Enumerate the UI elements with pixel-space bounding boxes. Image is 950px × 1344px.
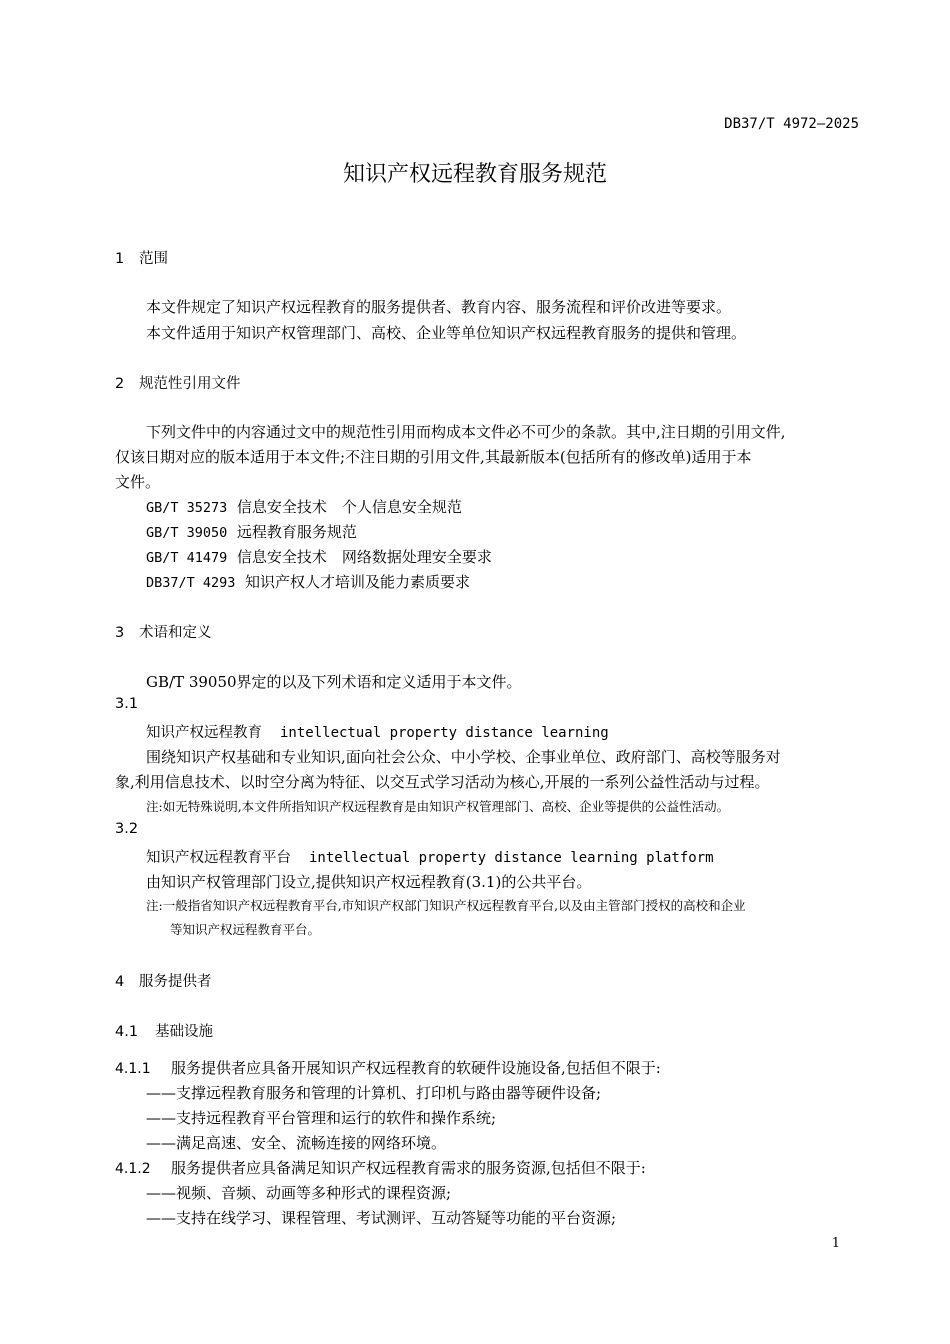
standard-number: DB37/T 4972—2025: [724, 116, 859, 132]
section-title: 规范性引用文件: [139, 376, 241, 392]
list-item: ——满足高速、安全、流畅连接的网络环境。: [146, 1134, 447, 1152]
list-item: ——支持在线学习、课程管理、考试测评、互动答疑等功能的平台资源;: [146, 1209, 617, 1227]
definition-line: 围绕知识产权基础和专业知识,面向社会公众、中小学校、企事业单位、政府部门、高校等服务对: [146, 748, 781, 766]
clause: [115, 1157, 646, 1178]
note: 注:一般指省知识产权远程教育平台,市知识产权部门知识产权远程教育平台,以及由主管部门授权的高校和企业: [146, 898, 746, 913]
reference-code: GB/T 35273: [146, 500, 228, 516]
clause-text: 服务提供者应具备开展知识产权远程教育的软硬件设施设备,包括但不限于:: [171, 1059, 661, 1077]
document-title: 知识产权远程教育服务规范: [342, 162, 607, 187]
page-number: 1: [831, 1236, 840, 1251]
reference-code: DB37/T 4293: [146, 575, 236, 591]
section-number: 1: [115, 251, 125, 267]
definition-line: 象,利用信息技术、以时空分离为特征、以交互式学习活动为核心,开展的一系列公益性活动与过程。: [115, 773, 770, 791]
reference-title: 信息安全技术 网络数据处理安全要求: [236, 548, 492, 566]
reference-item: [146, 496, 462, 517]
paragraph-line: 仅该日期对应的版本适用于本文件;不注日期的引用文件,其最新版本(包括所有的修改单)适用于本: [115, 448, 752, 466]
note: 注:如无特殊说明,本文件所指知识产权远程教育是由知识产权管理部门、高校、企业等提供的公益性活动。: [146, 799, 730, 814]
section-number: 3: [115, 625, 125, 641]
reference-item: [146, 546, 492, 567]
paragraph: 本文件适用于知识产权管理部门、高校、企业等单位知识产权远程教育服务的提供和管理。: [146, 324, 747, 342]
section-4-heading: [115, 970, 212, 991]
term-zh: 知识产权远程教育: [146, 725, 262, 741]
term-number: 3.1: [115, 696, 139, 712]
section-title: 术语和定义: [139, 625, 212, 641]
section-1-heading: [115, 247, 168, 268]
paragraph-line: 下列文件中的内容通过文中的规范性引用而构成本文件必不可少的条款。其中,注日期的引用文件,: [146, 423, 786, 441]
section-2-heading: [115, 372, 241, 393]
subsection-number: 4.1: [115, 1024, 139, 1040]
term-en: intellectual property distance learning platform: [309, 850, 714, 866]
section-title: 范围: [139, 251, 168, 267]
paragraph: GB/T 39050界定的以及下列术语和定义适用于本文件。: [146, 673, 522, 691]
term-entry: [146, 846, 714, 867]
reference-item: [146, 571, 470, 592]
list-item: ——视频、音频、动画等多种形式的课程资源;: [146, 1184, 452, 1202]
term-number: 3.2: [115, 821, 139, 837]
clause-number: 4.1.1: [115, 1061, 151, 1077]
paragraph: 本文件规定了知识产权远程教育的服务提供者、教育内容、服务流程和评价改进等要求。: [146, 298, 732, 316]
term-entry: [146, 721, 609, 742]
section-title: 服务提供者: [139, 974, 212, 990]
section-number: 2: [115, 376, 125, 392]
note: 等知识产权远程教育平台。: [170, 922, 321, 937]
section-number: 4: [115, 974, 125, 990]
reference-code: GB/T 41479: [146, 550, 228, 566]
reference-title: 知识产权人才培训及能力素质要求: [244, 573, 470, 591]
definition-line: 由知识产权管理部门设立,提供知识产权远程教育(3.1)的公共平台。: [146, 873, 592, 891]
reference-title: 信息安全技术 个人信息安全规范: [236, 498, 462, 516]
reference-item: [146, 521, 357, 542]
clause-text: 服务提供者应具备满足知识产权远程教育需求的服务资源,包括但不限于:: [171, 1159, 646, 1177]
paragraph-line: 文件。: [115, 473, 161, 491]
clause-number: 4.1.2: [115, 1161, 151, 1177]
reference-code: GB/T 39050: [146, 525, 228, 541]
subsection-heading: [115, 1020, 213, 1041]
subsection-title: 基础设施: [155, 1024, 213, 1040]
list-item: ——支持远程教育平台管理和运行的软件和操作系统;: [146, 1109, 497, 1127]
reference-title: 远程教育服务规范: [236, 523, 357, 541]
list-item: ——支撑远程教育服务和管理的计算机、打印机与路由器等硬件设备;: [146, 1084, 602, 1102]
clause: [115, 1057, 661, 1078]
term-zh: 知识产权远程教育平台: [146, 850, 291, 866]
section-3-heading: [115, 621, 212, 642]
term-en: intellectual property distance learning: [280, 725, 609, 741]
